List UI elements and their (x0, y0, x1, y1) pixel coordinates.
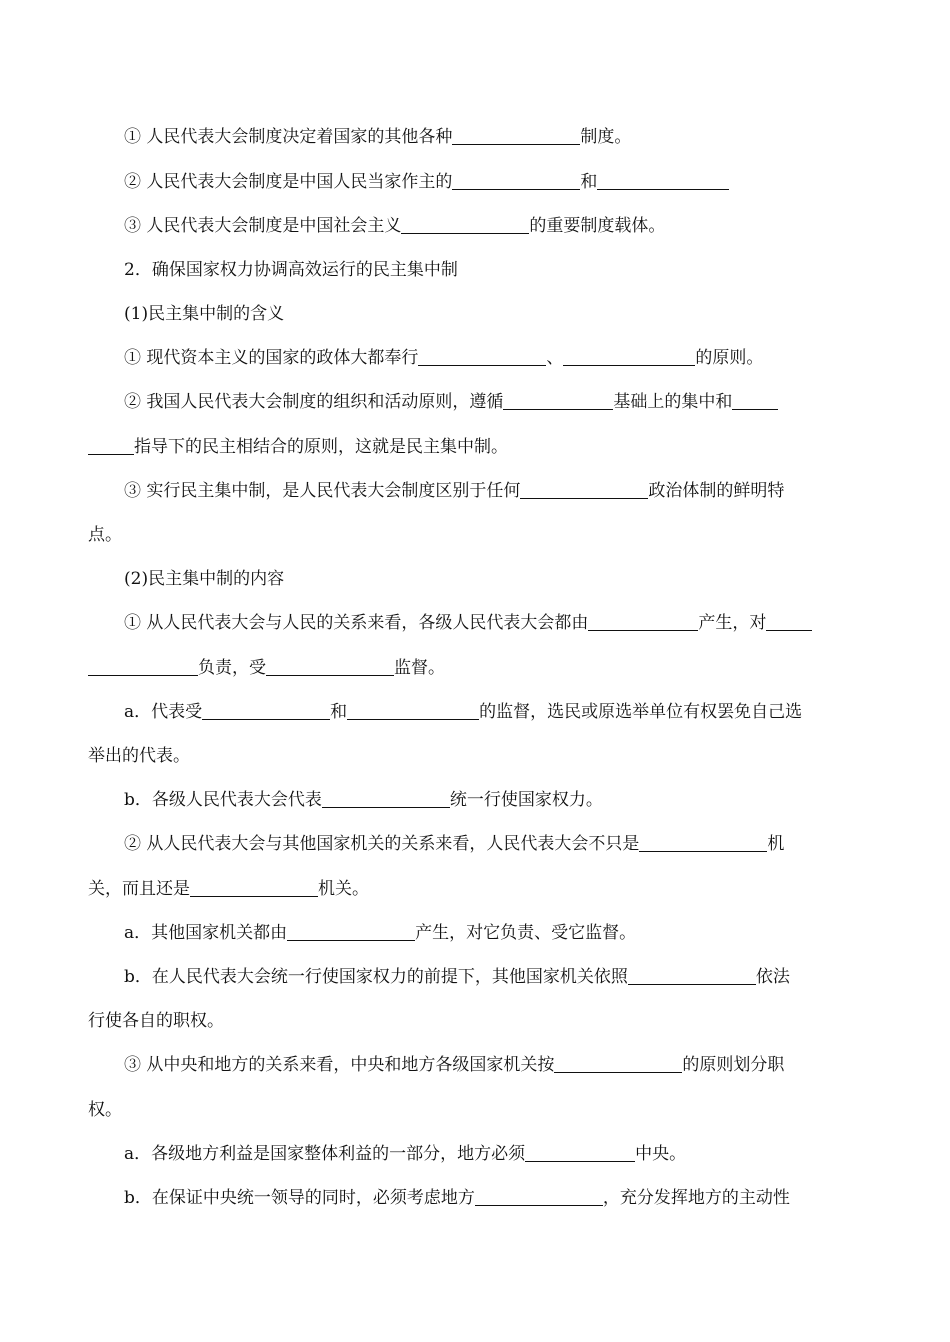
text: 机关。 (318, 879, 369, 899)
text: a．代表受 (124, 702, 203, 722)
text: 和 (580, 172, 598, 192)
answer-blank[interactable] (266, 657, 394, 676)
paragraph-7 (124, 390, 778, 414)
text: 政治体制的鲜明特 (648, 481, 785, 501)
answer-blank[interactable] (287, 922, 415, 941)
answer-blank[interactable] (766, 612, 812, 631)
text: b．在保证中央统一领导的同时，必须考虑地方 (124, 1188, 475, 1208)
text: ，充分发挥地方的主动性 (602, 1188, 790, 1208)
text: ③ 人民代表大会制度是中国社会主义 (124, 216, 402, 236)
answer-blank[interactable] (525, 1143, 635, 1162)
text: 依法 (755, 967, 790, 987)
text: 制度。 (580, 127, 632, 147)
answer-blank[interactable] (554, 1054, 682, 1073)
paragraph-14 (124, 700, 802, 724)
answer-blank[interactable] (732, 391, 778, 410)
text: 产生，对 (698, 613, 767, 633)
section-heading: 2．确保国家权力协调高效运行的民主集中制 (124, 260, 458, 280)
text: 负责，受 (198, 658, 266, 678)
paragraph-1 (124, 125, 631, 149)
paragraph-21: 行使各自的职权。 (88, 1011, 224, 1031)
text: 的原则。 (695, 348, 764, 368)
answer-blank[interactable] (202, 701, 330, 720)
answer-blank[interactable] (322, 789, 450, 808)
text: ③ 实行民主集中制，是人民代表大会制度区别于任何 (124, 481, 521, 501)
paragraph-2 (124, 170, 729, 194)
answer-blank[interactable] (639, 833, 767, 852)
answer-blank[interactable] (418, 347, 546, 366)
text: ③ 从中央和地方的关系来看，中央和地方各级国家机关按 (124, 1055, 555, 1075)
text: ② 人民代表大会制度是中国人民当家作主的 (124, 172, 453, 192)
answer-blank[interactable] (597, 171, 729, 190)
text: ① 现代资本主义的国家的政体大都奉行 (124, 348, 419, 368)
paragraph-15: 举出的代表。 (88, 746, 190, 766)
text: 监督。 (394, 658, 445, 678)
text: b．在人民代表大会统一行使国家权力的前提下，其他国家机关依照 (124, 967, 628, 987)
paragraph-24 (124, 1142, 686, 1166)
answer-blank[interactable] (88, 436, 134, 455)
text: 机 (767, 834, 785, 854)
answer-blank[interactable] (452, 126, 580, 145)
text: a．各级地方利益是国家整体利益的一部分，地方必须 (124, 1144, 526, 1164)
text: 统一行使国家权力。 (449, 790, 603, 810)
answer-blank[interactable] (347, 701, 479, 720)
paragraph-16 (124, 788, 603, 812)
text: b．各级人民代表大会代表 (124, 790, 322, 810)
paragraph-3 (124, 214, 665, 238)
text: 基础上的集中和 (613, 392, 733, 412)
text: 的重要制度载体。 (529, 216, 666, 236)
answer-blank[interactable] (520, 480, 648, 499)
subsection-heading: (2)民主集中制的内容 (124, 569, 285, 589)
text: 关，而且还是 (88, 879, 190, 899)
answer-blank[interactable] (88, 657, 198, 676)
subsection-heading: (1)民主集中制的含义 (124, 304, 285, 324)
paragraph-12 (124, 611, 812, 635)
text: a．其他国家机关都由 (124, 923, 288, 943)
paragraph-6 (124, 346, 763, 370)
paragraph-13 (88, 656, 445, 680)
text: 的监督，选民或原选举单位有权罢免自己选 (479, 702, 803, 722)
answer-blank[interactable] (588, 612, 698, 631)
text: 、 (546, 348, 564, 368)
paragraph-8 (88, 435, 508, 459)
text: 和 (330, 702, 348, 722)
text: 的原则划分职 (682, 1055, 785, 1075)
answer-blank[interactable] (503, 391, 613, 410)
paragraph-22 (124, 1053, 784, 1077)
paragraph-25 (124, 1186, 790, 1210)
paragraph-20 (124, 965, 790, 989)
paragraph-19 (124, 921, 636, 945)
answer-blank[interactable] (452, 171, 580, 190)
paragraph-10: 点。 (88, 525, 122, 545)
paragraph-18 (88, 877, 369, 901)
text: ① 人民代表大会制度决定着国家的其他各种 (124, 127, 453, 147)
paragraph-17 (124, 832, 784, 856)
text: 指导下的民主相结合的原则，这就是民主集中制。 (134, 437, 508, 457)
answer-blank[interactable] (563, 347, 695, 366)
text: ② 我国人民代表大会制度的组织和活动原则，遵循 (124, 392, 504, 412)
text: 中央。 (635, 1144, 687, 1164)
text: ② 从人民代表大会与其他国家机关的关系来看，人民代表大会不只是 (124, 834, 640, 854)
answer-blank[interactable] (401, 215, 529, 234)
paragraph-23: 权。 (88, 1100, 122, 1120)
answer-blank[interactable] (190, 878, 318, 897)
text: ① 从人民代表大会与人民的关系来看，各级人民代表大会都由 (124, 613, 589, 633)
paragraph-9 (124, 479, 784, 503)
answer-blank[interactable] (628, 966, 756, 985)
answer-blank[interactable] (475, 1187, 603, 1206)
text: 产生，对它负责、受它监督。 (415, 923, 637, 943)
